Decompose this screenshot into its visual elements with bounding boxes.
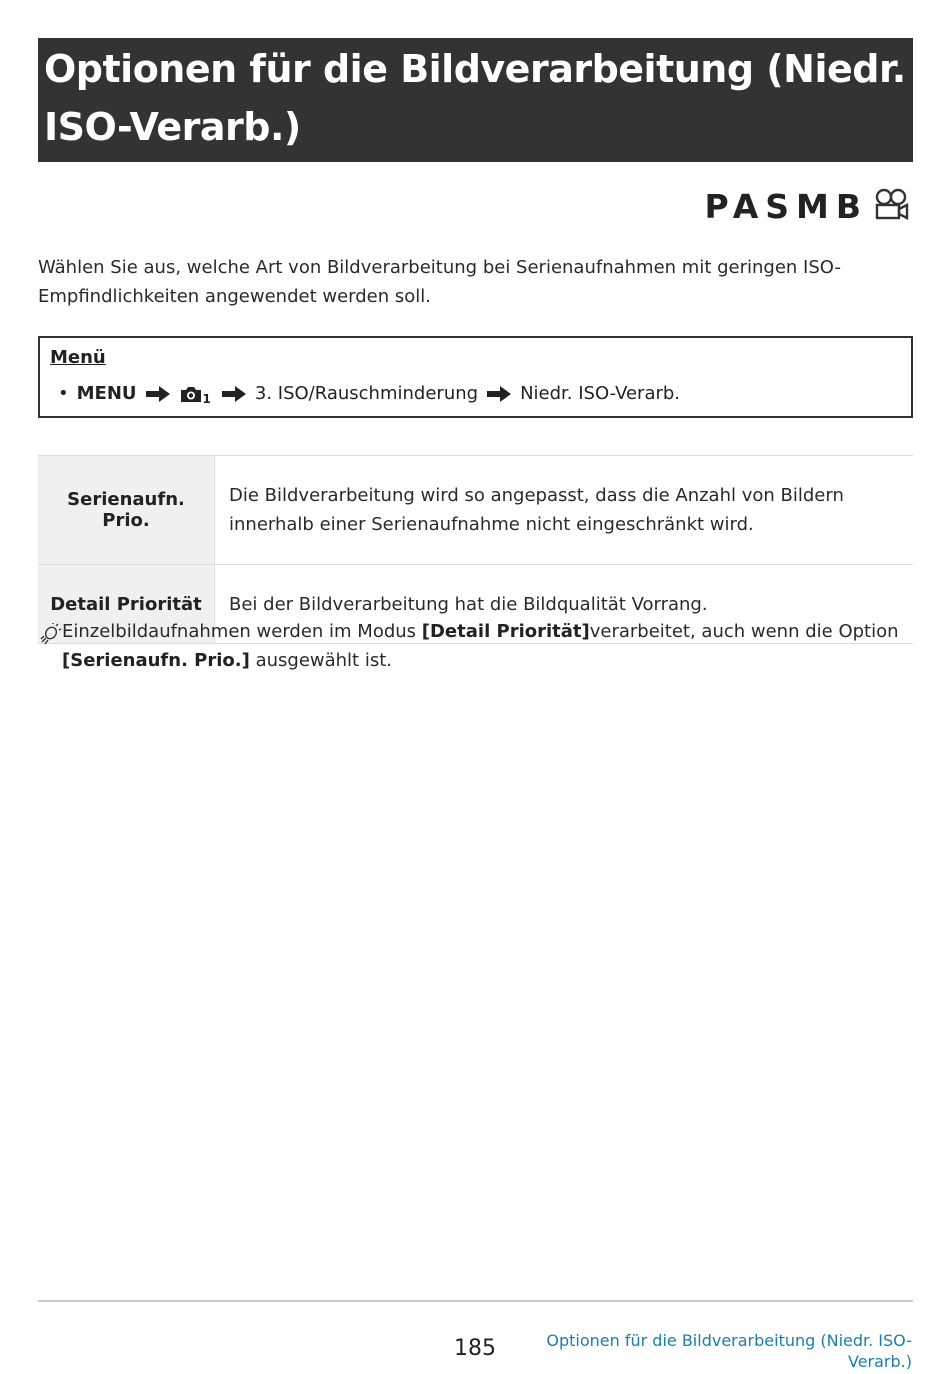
menu-box <box>38 336 913 418</box>
menu-step: 3. ISO/Rauschminderung <box>254 383 479 404</box>
note-bold-1: [Detail Priorität] <box>421 621 590 642</box>
mode-letters: PASMB <box>704 186 868 226</box>
footer-section-link[interactable]: Optionen für die Bildverarbeitung (Niedr. ISO-Verarb.) <box>546 1331 912 1371</box>
intro-text: Wählen Sie aus, welche Art von Bildverarbeitung bei Serienaufnahmen mit geringen ISO-Empfindlichkeiten angewendet werden soll. <box>38 257 841 307</box>
note-text <box>38 617 913 675</box>
menu-path <box>50 376 901 412</box>
option-description: Die Bildverarbeitung wird so angepasst, dass die Anzahl von Bildern innerhalb einer Serienaufnahme nicht eingeschränkt wird. <box>215 456 914 565</box>
menu-title: Menü <box>50 347 106 368</box>
tip-note <box>38 617 913 675</box>
bullet: • <box>58 383 69 404</box>
camera-icon <box>179 384 203 404</box>
movie-camera-icon <box>872 187 910 225</box>
note-part-1: Einzelbildaufnahmen werden im Modus <box>62 621 422 642</box>
menu-option: Niedr. ISO-Verarb. <box>520 383 681 404</box>
note-part-3: ausgewählt ist. <box>249 650 392 671</box>
camera-subscript: 1 <box>202 392 211 406</box>
options-table <box>38 455 913 644</box>
option-label: Detail Priorität <box>38 565 215 644</box>
page-number: 185 <box>454 1336 496 1361</box>
note-part-2: verarbeitet, auch wenn die Option <box>589 621 899 642</box>
footer-divider <box>38 1300 913 1302</box>
menu-label: MENU <box>76 383 137 404</box>
shooting-modes <box>705 186 910 226</box>
arrow-right-icon <box>221 384 247 404</box>
option-description: Bei der Bildverarbeitung hat die Bildqualität Vorrang. <box>215 565 914 644</box>
table-row <box>38 456 913 565</box>
tip-icon <box>38 623 62 647</box>
arrow-right-icon <box>486 384 512 404</box>
page-title: Optionen für die Bildverarbeitung (Niedr. ISO-Verarb.) <box>44 47 906 149</box>
option-label: Serienaufn. Prio. <box>38 456 215 565</box>
arrow-right-icon <box>145 384 171 404</box>
page-title-bar <box>38 38 913 162</box>
note-bold-2: [Serienaufn. Prio.] <box>62 650 250 671</box>
